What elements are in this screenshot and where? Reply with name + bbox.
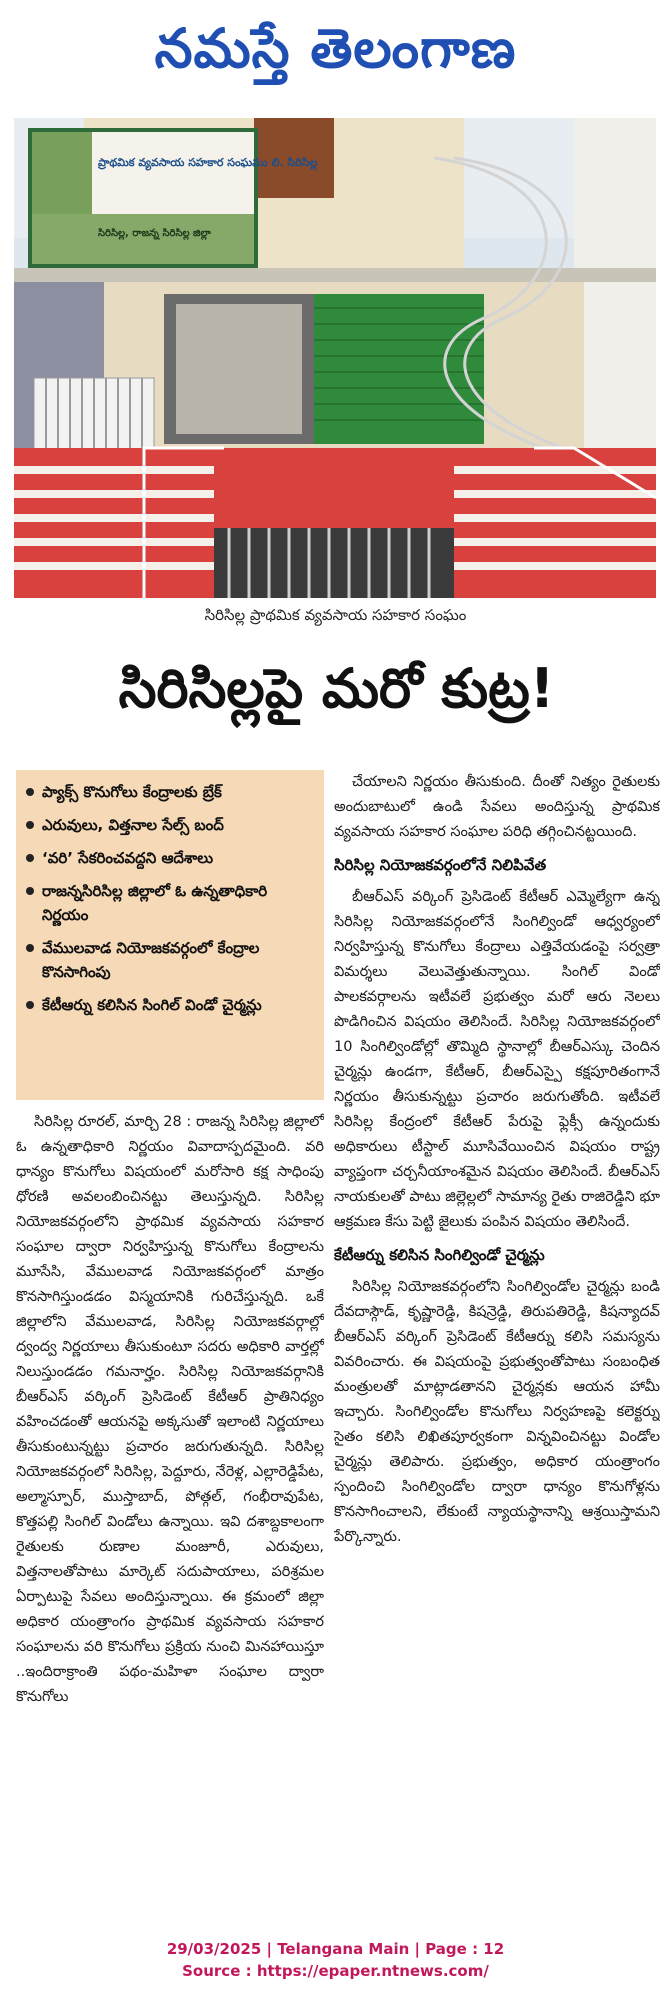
bullet-icon — [26, 944, 34, 952]
headline — [14, 640, 659, 750]
bullet-icon — [26, 854, 34, 862]
bullet-icon — [26, 788, 34, 796]
bullet-icon — [26, 887, 34, 895]
highlight-item — [26, 813, 316, 837]
highlight-text: రాజన్నసిరిసిల్ల జిల్లాలో ఓ ఉన్నతాధికారి నిర్ణయం — [42, 882, 268, 924]
article-subhead: కేటీఆర్ను కలిసిన సింగిల్విండో చైర్మన్లు — [334, 1246, 545, 1264]
highlight-item — [26, 879, 316, 927]
highlight-item — [26, 993, 316, 1017]
bullet-icon — [26, 821, 34, 829]
newspaper-title: నమస్తే తెలంగాణ — [154, 16, 517, 80]
signboard-line-1: ప్రాథమిక వ్యవసాయ సహకార సంఘము లి. సిరిసిల్ల — [98, 156, 318, 169]
highlights-list — [26, 780, 316, 1017]
edition-info: 29/03/2025 | Telangana Main | Page : 12 — [166, 1940, 505, 1958]
highlight-item — [26, 936, 316, 984]
bullet-icon — [26, 1001, 34, 1009]
source-link[interactable]: Source : https://epaper.ntnews.com/ — [182, 1962, 489, 1980]
highlight-text: ఎరువులు, విత్తనాల సేల్స్ బంద్ — [42, 816, 224, 834]
news-photo — [14, 118, 656, 598]
highlight-item — [26, 780, 316, 804]
highlights-box — [16, 770, 324, 1100]
highlight-text: కేటీఆర్ను కలిసిన సింగిల్ విండో చైర్మన్లు — [42, 996, 262, 1014]
article-subhead: సిరిసిల్ల నియోజకవర్గంలోనే నిలిపివేత — [334, 856, 547, 874]
article-column-left — [16, 1110, 324, 1870]
highlight-item — [26, 846, 316, 870]
article-paragraph: బీఆర్ఎస్ వర్కింగ్ ప్రెసిడెంట్ కేటీఆర్ ఎమ్మెల్యేగా ఉన్న సిరిసిల్ల నియోజకవర్గంలోనే సింగిల్విండో ఆధ్వర్యంలో నిర్వహిస్తున్న కొనుగోలు కేంద్రాలు ఎత్తివేయడంపై సర్వత్రా విమర్శలు వెలువెత్తుతున్నాయి. సింగిల్ విండో పాలకవర్గాలను ఇటీవలే ప్రభుత్వం మరో ఆరు నెలలు పొడిగించిన విషయం తెలిసిందే. సిరిసిల్ల నియోజకవర్గంలో 10 సింగిల్విండోల్లో తొమ్మిది స్థానాల్లో బీఆర్ఎస్కు చెందిన చైర్మన్లు ఉండగా, కేటీఆర్, బీఆర్ఎస్పై కక్షపూరితంగానే నిర్ణయం తీసుకున్నట్టు ప్రచారం జరుగుతోంది. ఇటీవలే సిరిసిల్ల కేంద్రంలో కేటీఆర్ పేరుపై ఫ్లెక్సీ ఉన్నందుకు అధికారులు టీస్టాల్ మూసివేయించిన విషయం రాష్ట్ర వ్యాప్తంగా చర్చనీయాంశమైన విషయం తెలిసిందే. బీఆర్ఎస్ నాయకులతో పాటు జిల్లెల్లలో సామాన్య రైతు రాజిరెడ్డిని భూ ఆక్రమణ కేసు పెట్టి జైలుకు పంపిన విషయం తెలిసిందే. — [334, 889, 660, 1230]
masthead — [0, 0, 671, 110]
article-column-right — [334, 770, 660, 1870]
building-photo-illustration — [14, 118, 656, 598]
page-footer — [0, 1938, 671, 1982]
article-paragraph: సిరిసిల్ల రూరల్, మార్చి 28 : రాజన్న సిరిసిల్ల జిల్లాలో ఓ ఉన్నతాధికారి నిర్ణయం వివాదాస్పదమైంది. వరి ధాన్యం కొనుగోలు విషయంలో మరోసారి కక్ష సాధింపు ధోరణి అవలంబించినట్టు తెలుస్తున్నది. సిరిసిల్ల నియోజకవర్గంలోని ప్రాథమిక వ్యవసాయ సహకార సంఘాల ద్వారా నిర్వహిస్తున్న కొనుగోలు కేంద్రాలను మూసేసి, వేములవాడ నియోజకవర్గంలో మాత్రం కొనసాగిస్తుండడం విస్మయానికి గురిచేస్తున్నది. ఒకే జిల్లాలోని వేములవాడ, సిరిసిల్ల నియోజకవర్గాల్లో ద్వంద్వ నిర్ణయాలు తీసుకుంటూ సదరు అధికారి వార్తల్లో నిలుస్తుండడం గమనార్హం. సిరిసిల్ల నియోజకవర్గానికి బీఆర్ఎస్ వర్కింగ్ ప్రెసిడెంట్ కేటీఆర్ ప్రాతినిధ్యం వహించడంతో ఆయనపై అక్కసుతో ఇలాంటి నిర్ణయాలు తీసుకుంటున్నట్టు ప్రచారం జరుగుతున్నది. సిరిసిల్ల నియోజకవర్గంలో సిరిసిల్ల, పెద్దూరు, నేరెళ్ల, ఎల్లారెడ్డిపేట, అల్మాస్పూర్, ముస్తాబాద్, పోత్గల్, గంభీరావుపేట, కొత్తపల్లి సింగిల్ విండోలు ఉన్నాయి. ఇవి దశాబ్దకాలంగా రైతులకు రుణాల మంజూరీ, ఎరువులు, విత్తనాలతోపాటు మార్కెట్ సదుపాయాలు, పరిశ్రమల ఏర్పాటుపై సేవలు అందిస్తున్నాయి. ఈ క్రమంలో జిల్లా అధికార యంత్రాంగం ప్రాథమిక వ్యవసాయ సహకార సంఘాలను వరి కొనుగోలు ప్రక్రియ నుంచి మినహాయిస్తూ ..ఇందిరాక్రాంతి పథం-మహిళా సంఘాల ద్వారా కొనుగోలు — [16, 1114, 324, 1705]
highlight-text: ‘వరి’ సేకరించవద్దని ఆదేశాలు — [42, 849, 214, 867]
headline-text: సిరిసిల్లపై మరో కుట్ర! — [118, 656, 555, 720]
highlight-text: వేములవాడ నియోజకవర్గంలో కేంద్రాల కొనసాగింపు — [42, 939, 260, 981]
signboard-line-2: సిరిసిల్ల, రాజన్న సిరిసిల్ల జిల్లా — [98, 228, 211, 239]
highlight-text: ప్యాక్స్ కొనుగోలు కేంద్రాలకు బ్రేక్ — [42, 783, 222, 801]
photo-caption: సిరిసిల్ల ప్రాథమిక వ్యవసాయ సహకార సంఘం — [204, 606, 467, 624]
article-paragraph: సిరిసిల్ల నియోజకవర్గంలోని సింగిల్విండోల చైర్మన్లు బండి దేవదాస్గౌడ్, కృష్ణారెడ్డి, కిషన్రెడ్డి, తిరుపతిరెడ్డి, కిషన్యాదవ్ బీఆర్ఎస్ వర్కింగ్ ప్రెసిడెంట్ కేటీఆర్ను కలిసి సమస్యను వివరించారు. ఈ విషయంపై ప్రభుత్వంతోపాటు సంబంధిత మంత్రులతో మాట్లాడతానని చైర్మన్లకు ఆయన హామీ ఇచ్చారు. సింగిల్విండోల కొనుగోలు నిర్వహణపై కలెక్టర్ను సైతం కలిసి లిఖితపూర్వకంగా విన్నవించినట్టు విండోల చైర్మన్లు తెలిపారు. ప్రభుత్వం, అధికార యంత్రాంగం స్పందించి సింగిల్విండోల ద్వారా ధాన్యం కొనుగోళ్లను కొనసాగించాలని, లేకుంటే న్యాయస్థానాన్ని ఆశ్రయిస్తామని పేర్కొన్నారు. — [334, 1279, 660, 1545]
article-paragraph: చేయాలని నిర్ణయం తీసుకుంది. దీంతో నిత్యం రైతులకు అందుబాటులో ఉండి సేవలు అందిస్తున్న ప్రాథమిక వ్యవసాయ సహకార సంఘాల పరిధి తగ్గించినట్టయింది. — [334, 774, 660, 840]
